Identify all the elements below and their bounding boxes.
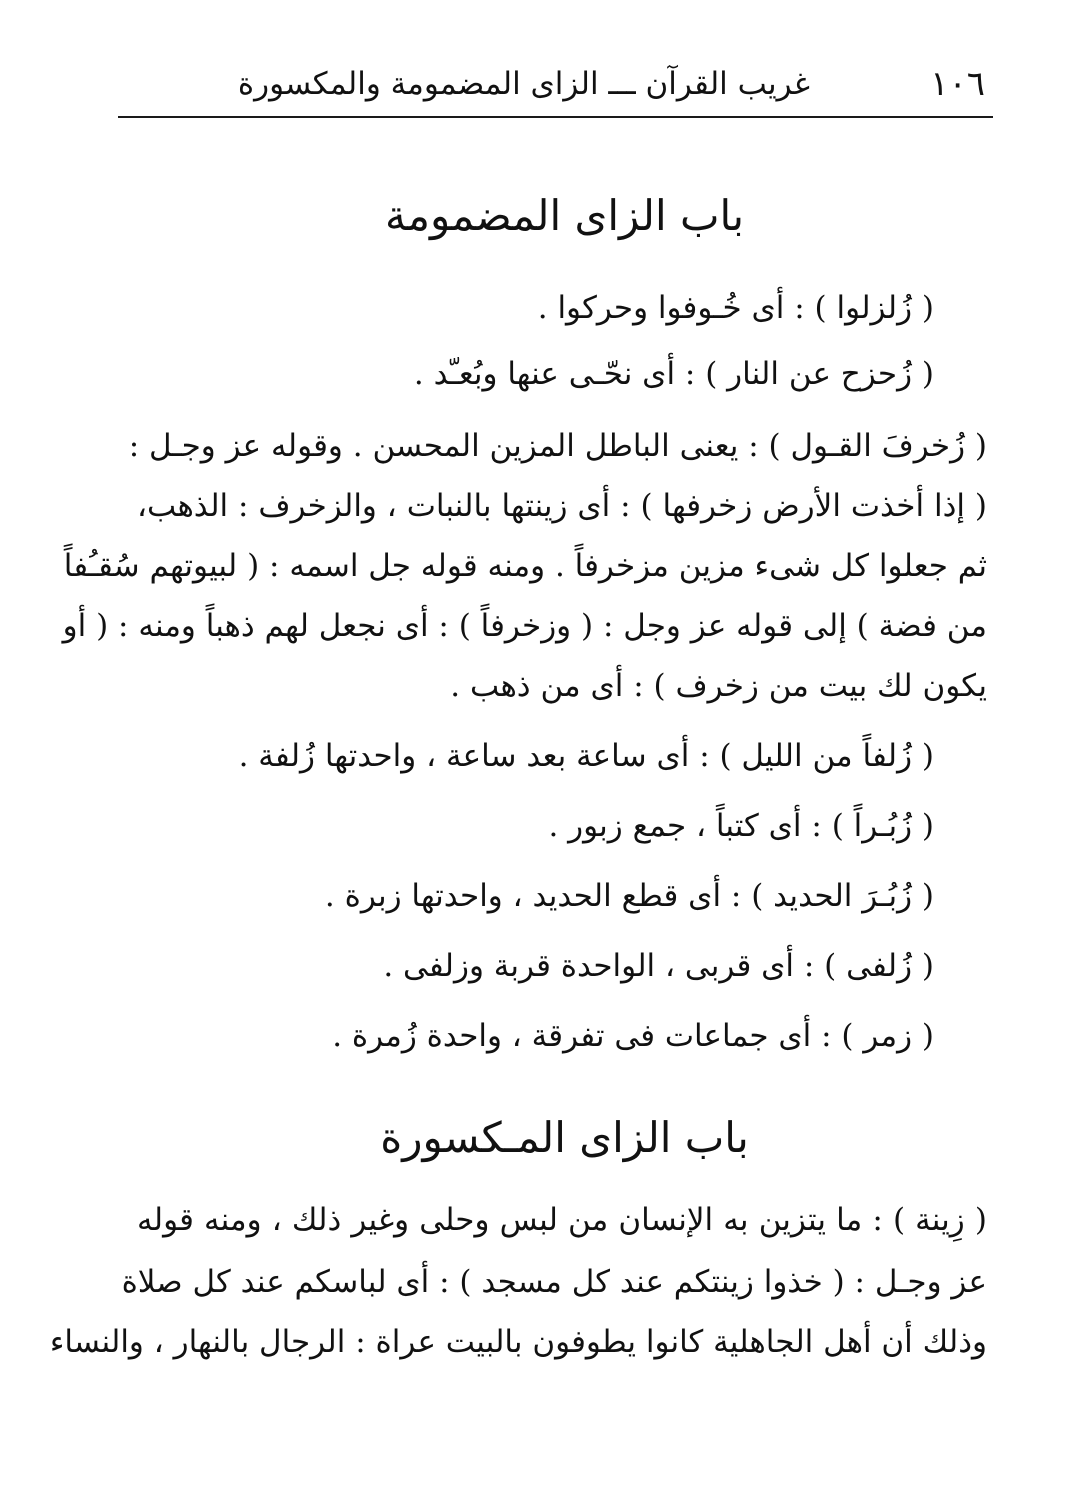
entry-line: عز وجـل : ( خذوا زينتكم عند كل مسجد ) : أى لباسكم عند كل صلاة — [121, 1264, 987, 1300]
entry-line: وذلك أن أهل الجاهلية كانوا يطوفون بالبيت عراة : الرجال بالنهار ، والنساء — [49, 1324, 987, 1360]
entry-line: ( زمر ) : أى جماعات فى تفرقة ، واحدة زُمرة . — [332, 1018, 934, 1054]
entry-line: ( زُبُـراً ) : أى كتباً ، جمع زبور . — [548, 808, 934, 844]
header-divider — [118, 116, 993, 118]
entry-line: ( زُلفاً من الليل ) : أى ساعة بعد ساعة ، واحدتها زُلفة . — [238, 738, 934, 774]
entry-line: ( زُلفى ) : أى قربى ، الواحدة قربة وزلفى . — [383, 948, 934, 984]
page-number: ١٠٦ — [930, 64, 985, 104]
entry-line: ثم جعلوا كل شىء مزين مزخرفاً . ومنه قوله جل اسمه : ( لبيوتهم سُقـُفاً — [63, 548, 987, 584]
section-heading-damma: باب الزاى المضمومة — [384, 191, 745, 240]
entry-line: ( زُبُـرَ الحديد ) : أى قطع الحديد ، واحدتها زبرة . — [324, 878, 934, 914]
entry-line: من فضة ) إلى قوله عز وجل : ( وزخرفاً ) : أى نجعل لهم ذهباً ومنه : ( أو — [62, 608, 987, 644]
entry-line: يكون لك بيت من زخرف ) : أى من ذهب . — [450, 668, 987, 704]
section-heading-kasra: باب الزاى المـكسورة — [380, 1113, 749, 1162]
running-title: غريب القرآن ـــ الزاى المضمومة والمكسورة — [237, 66, 810, 102]
entry-line: ( زُلزلوا ) : أى خُـوفوا وحركوا . — [537, 290, 934, 326]
entry-line: ( إذا أخذت الأرض زخرفها ) : أى زينتها بالنبات ، والزخرف : الذهب، — [137, 488, 987, 524]
running-header — [120, 58, 985, 106]
entry-line: ( زُخرفَ القـول ) : يعنى الباطل المزين المحسن . وقوله عز وجـل : — [128, 428, 987, 464]
entry-line: ( زِينة ) : ما يتزين به الإنسان من لبس وحلى وغير ذلك ، ومنه قوله — [137, 1202, 987, 1238]
entry-line: ( زُحزح عن النار ) : أى نحّـى عنها وبُعـّد . — [413, 356, 934, 392]
